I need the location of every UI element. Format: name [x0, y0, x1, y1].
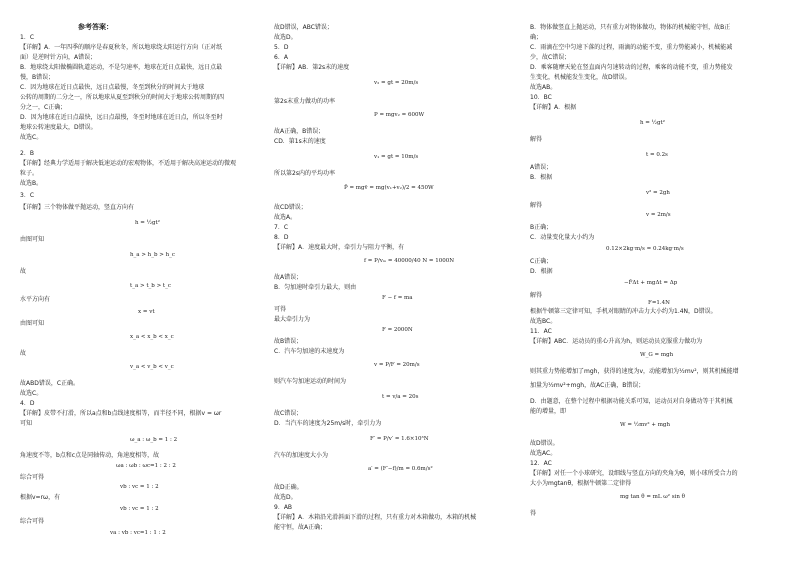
text-line: 故选C。	[20, 390, 43, 397]
text-line: 8．D	[274, 234, 289, 241]
text-line: CD．第1s末的速度	[274, 138, 326, 145]
text-line: 故选B。	[20, 180, 43, 187]
text-line: 综合可得	[20, 474, 45, 481]
formula: vb : vc = 1 : 2	[120, 484, 159, 490]
text-line: 4．D	[20, 400, 35, 407]
text-line: D．因为地球在近日点最快，远日点最慢，冬至时地球在近日点，所以冬至时	[20, 114, 223, 121]
formula: F′ = P/v′ = 1.6×10³N	[370, 436, 429, 442]
text-line: 9．AB	[274, 504, 293, 511]
text-line: 故CD错误；	[274, 204, 307, 211]
text-line: 故选BC。	[530, 318, 557, 325]
formula: ω_a : ω_b = 1 : 2	[130, 437, 178, 443]
text-line: D．根据	[530, 268, 553, 275]
text-line: 解得	[530, 292, 543, 299]
formula: v_a < v_b < v_c	[130, 364, 174, 370]
formula: x = vt	[138, 309, 155, 315]
text-line: 综合可得	[20, 518, 45, 525]
text-line: 故ABD错误，C正确。	[20, 380, 80, 387]
text-line: 【详解】对任一个小球研究，设细线与竖直方向的夹角为θ，则小球所受合力的	[530, 470, 738, 477]
formula: h_a > h_b > h_c	[130, 252, 175, 258]
text-line: C．汽车匀加速的末速度为	[274, 348, 345, 355]
text-line: 【详解】ABC．运动员的重心升高为h，则运动员克服重力做功为	[530, 338, 703, 345]
formula: 0.12×2kg·m/s = 0.24kg·m/s	[606, 246, 684, 252]
formula: va : vb : vc=1 : 1 : 2	[110, 530, 166, 536]
text-line: 解得	[530, 202, 543, 209]
formula: W_G = mgh	[640, 352, 674, 358]
text-line: 能的增量，即	[530, 408, 567, 415]
text-line: 故C错误；	[274, 410, 303, 417]
text-line: 故B错误；	[274, 338, 303, 345]
text-line: 故选A。	[274, 214, 297, 221]
formula: v = 2m/s	[646, 212, 671, 218]
formula: v₂ = gt = 20m/s	[374, 80, 419, 86]
text-line: 故D错误，ABC错误；	[274, 24, 333, 31]
formula: t = v/a = 20s	[382, 394, 419, 400]
text-line: 确；	[530, 34, 543, 41]
formula: F − f = ma	[382, 295, 413, 301]
text-line: 所以第2s内的平均功率	[274, 170, 335, 177]
text-line: B．地球绕太阳做椭圆轨道运动，不是匀速率，地球在近日点最快，远日点最	[20, 64, 223, 71]
text-line: 能守恒，故A正确；	[274, 524, 327, 531]
text-line: 【详解】经典力学适用于解决低速运动的宏观物体，不适用于解决高速运动的微观	[20, 160, 237, 167]
text-line: 【详解】A．木箱沿光滑斜面下滑的过程，只有重力对木箱做功，木箱的机械	[274, 514, 477, 521]
text-line: 角速度不等，b点和c点是同轴传动，角速度相等，故	[20, 452, 160, 459]
formula: mg tan θ = mL ω² sin θ	[620, 494, 685, 500]
text-line: 故选D。	[274, 494, 297, 501]
formula: x_a < x_b < x_c	[130, 334, 174, 340]
formula: f = P/vₘ = 40000/40 N = 1000N	[364, 258, 455, 264]
text-line: 地球公转速度最大，D错误。	[20, 124, 97, 131]
formula: W = ½mv² + mgh	[620, 422, 670, 428]
text-line: 故选AC。	[530, 450, 557, 457]
text-line: 故D正确。	[274, 484, 303, 491]
text-line: 故选C。	[20, 134, 43, 141]
text-line: 11．AC	[530, 328, 552, 335]
text-line: 【详解】皮带不打滑，所以a点和b点线速度相等，而半径不同，根据v = ωr	[20, 410, 222, 417]
text-line: 1．C	[20, 34, 35, 41]
formula: h = ½gt²	[135, 220, 160, 226]
formula: h = ½gt²	[640, 120, 665, 126]
formula: ωa : ωb : ωc=1 : 2 : 2	[116, 463, 176, 469]
text-line: 粒子。	[20, 170, 39, 177]
formula: P̄ = mgv̄ = mg(v₁+v₂)/2 = 450W	[344, 185, 434, 191]
text-line: 故D错误。	[530, 440, 559, 447]
text-line: 第2s末重力做功的功率	[274, 98, 335, 105]
text-line: D．当汽车的速度为25m/s时，牵引力为	[274, 420, 382, 427]
formula: P = mgv₂ = 600W	[374, 112, 425, 118]
text-line: 可知	[20, 420, 33, 427]
text-line: 7．C	[274, 224, 289, 231]
text-line: 故选AB。	[530, 84, 557, 91]
text-line: 则汽车匀加速运动的时间为	[274, 378, 347, 385]
text-line: 【详解】AB．第2s末的速度	[274, 64, 350, 71]
text-line: D．乘客随摩天轮在竖直面内匀速转动的过程，乘客的动能不变，重力势能发	[530, 64, 733, 71]
text-line: B．匀加速时牵引力最大，则由	[274, 284, 357, 291]
text-line: 生变化，机械能发生变化，故D错误。	[530, 74, 631, 81]
text-line: 分之一，C正确；	[20, 104, 67, 111]
text-line: C正确；	[530, 258, 553, 265]
text-line: 故A正确，B错误；	[274, 128, 325, 135]
text-line: C．雨滴在空中匀速下落的过程，雨滴的动能不变，重力势能减小，机械能减	[530, 44, 733, 51]
text-line: C．动量变化量大小约为	[530, 234, 595, 241]
formula: a′ = (F′−f)/m = 0.6m/s²	[368, 466, 433, 472]
text-line: 加量为½mv²+mgh，故AC正确，B错误；	[530, 382, 645, 389]
text-line: 由图可知	[20, 320, 45, 327]
text-line: 【详解】三个物体做平抛运动，竖直方向有	[20, 204, 135, 211]
text-line: 水平方向有	[20, 296, 51, 303]
text-line: B正确；	[530, 224, 553, 231]
text-line: 2．B	[20, 150, 34, 157]
formula: vb : vc = 1 : 2	[120, 506, 159, 512]
text-line: B．根据	[530, 174, 553, 181]
text-line: 6．A	[274, 54, 288, 61]
text-line: 10．BC	[530, 94, 552, 101]
text-line: 由图可知	[20, 236, 45, 243]
text-line: C．因为地球在近日点最快，远日点最慢，冬至到秋分的时间大于地球	[20, 84, 205, 91]
formula: F=1.4N	[648, 300, 670, 306]
text-line: 根据v=rω，有	[20, 494, 61, 501]
text-line: 最大牵引力为	[274, 316, 311, 323]
formula: t = 0.2s	[646, 152, 668, 158]
text-line: 12．AC	[530, 460, 552, 467]
text-line: 【详解】A．一年四季的顺序是春夏秋冬，所以地球绕太阳运行方向（正对纸	[20, 44, 223, 51]
text-line: 面）是逆时针方向，A错误；	[20, 54, 97, 61]
text-line: 解得	[530, 136, 543, 143]
text-line: A错误；	[530, 164, 553, 171]
text-line: 则其重力势能增加了mgh，获得的速度为v，动能增加为½mv²，则其机械能增	[530, 368, 739, 375]
text-line: 大小为mgtanθ，根据牛顿第二定律得	[530, 480, 632, 487]
answer-title: 参考答案：	[78, 23, 113, 31]
text-line: 【详解】A．速度最大时，牵引力与阻力平衡，有	[274, 244, 405, 251]
formula: v₁ = gt = 10m/s	[374, 154, 419, 160]
formula: t_a > t_b > t_c	[130, 283, 171, 289]
text-line: 5．D	[274, 44, 289, 51]
formula: F = 2000N	[382, 327, 413, 333]
text-line: 得	[530, 510, 537, 517]
formula: v = P/F = 20m/s	[374, 362, 420, 368]
formula: −F̄Δt + mgΔt = Δp	[624, 280, 678, 286]
text-line: 故A错误；	[274, 274, 303, 281]
text-line: 汽车的加速度大小为	[274, 452, 329, 459]
text-line: 少，故C错误；	[530, 54, 571, 61]
text-line: D．由题意，在整个过程中根据功能关系可知，运动员对自身做功等于其机械	[530, 398, 733, 405]
text-line: 故	[20, 350, 27, 357]
text-line: 故	[20, 268, 27, 275]
formula: v² = 2gh	[646, 190, 670, 196]
text-line: 【详解】A．根据	[530, 104, 577, 111]
text-line: 慢，B错误；	[20, 74, 55, 81]
text-line: 3．C	[20, 192, 35, 199]
text-line: 可得	[274, 306, 287, 313]
text-line: B．物体做竖直上抛运动，只有重力对物体做功，物体的机械能守恒，故B正	[530, 24, 731, 31]
text-line: 根据牛顿第三定律可知，手机对眼睛的冲击力大小约为1.4N，D错误。	[530, 308, 717, 315]
text-line: 故选D。	[274, 34, 297, 41]
text-line: 公转的周期的二分之一，所以地球从夏至到秋分的时间大于地球公转周期的四	[20, 94, 225, 101]
